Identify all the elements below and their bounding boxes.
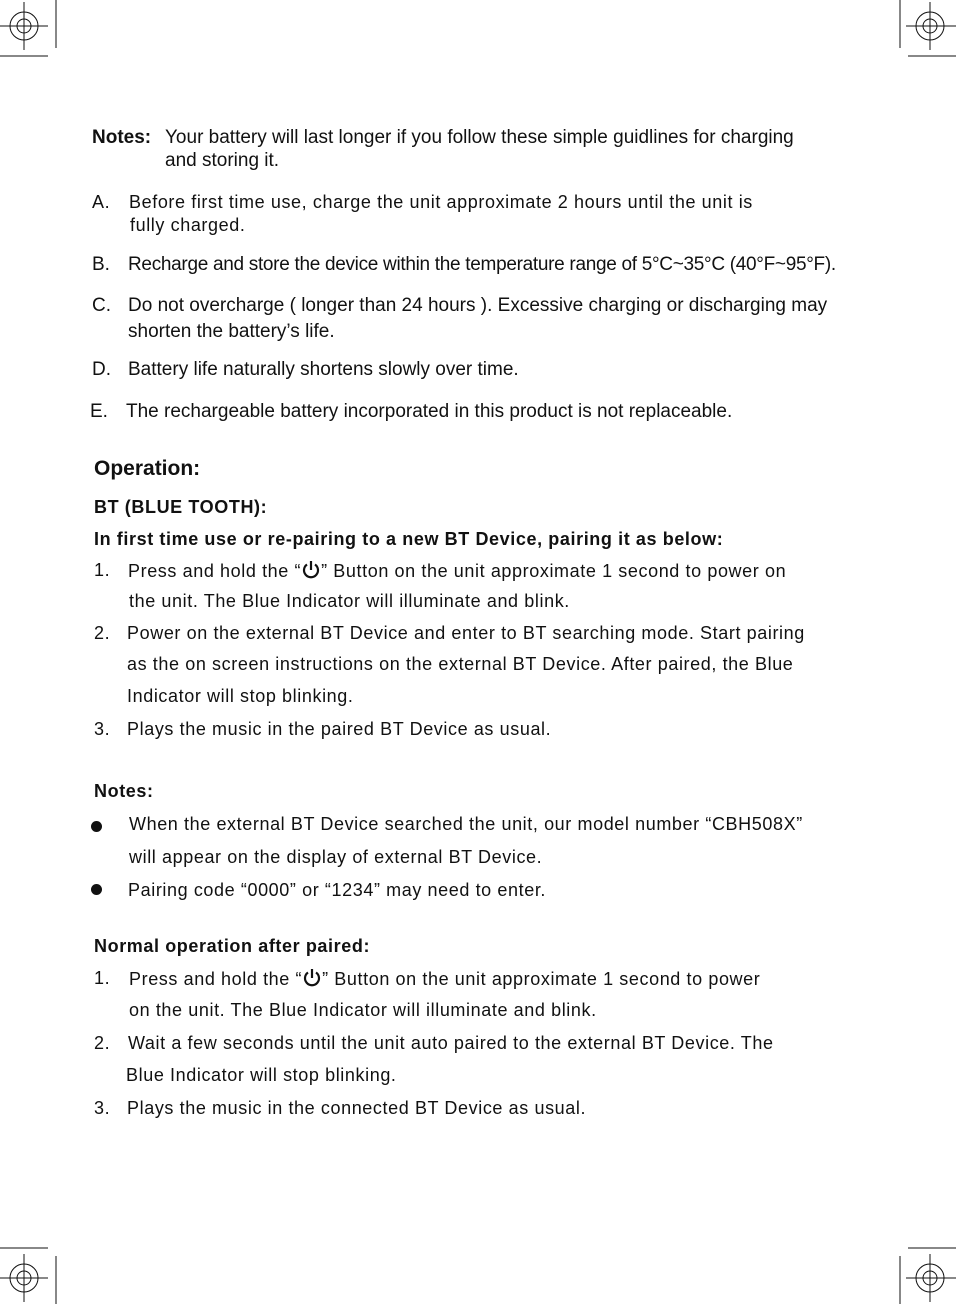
pairing-heading: In first time use or re-pairing to a new BT Device, pairing it as below: [94,529,724,549]
normal-step-text: on the unit. The Blue Indicator will illuminate and blink. [129,1000,597,1020]
step-number: 3. [94,719,111,739]
registration-mark-icon [886,0,956,60]
battery-item-text: Recharge and store the device within the temperature range of 5°C~35°C (40°F~95°F). [128,254,836,275]
notes-intro-line: and storing it. [165,150,280,171]
normal-step-text: Plays the music in the connected BT Device as usual. [127,1098,587,1118]
pairing-step-text: Press and hold the “ ” Button on the unit approximate 1 second to power on [128,561,787,581]
operation-heading: Operation: [94,457,201,480]
battery-item-text: The rechargeable battery incorporated in this product is not replaceable. [126,401,733,422]
battery-item-text: shorten the battery’s life. [128,321,335,342]
step-number: 3. [94,1098,111,1118]
pairing-step-text: Plays the music in the paired BT Device as usual. [127,719,552,739]
registration-mark-icon [886,1244,956,1304]
normal-operation-heading: Normal operation after paired: [94,936,371,956]
battery-item-text: Battery life naturally shortens slowly over time. [128,359,519,380]
normal-step-text: Press and hold the “ ” Button on the unit approximate 1 second to power [129,969,761,989]
step-number: 1. [94,968,111,988]
step-number: 2. [94,623,111,643]
battery-item-letter: B. [92,254,110,275]
battery-item-text: fully charged. [130,215,246,235]
normal-step-text: Blue Indicator will stop blinking. [126,1065,397,1085]
bt-note-text: Pairing code “0000” or “1234” may need to enter. [128,880,547,900]
battery-item-letter: C. [92,295,111,316]
notes-intro-line: Your battery will last longer if you follow these simple guidlines for charging [165,127,794,148]
battery-item-text: Do not overcharge ( longer than 24 hours ). Excessive charging or discharging may [128,295,828,316]
power-icon [301,560,321,580]
pairing-step-text: the unit. The Blue Indicator will illuminate and blink. [129,591,570,611]
pairing-step-text: Indicator will stop blinking. [127,686,354,706]
battery-item-letter: E. [90,401,108,422]
bt-notes-heading: Notes: [94,781,154,801]
registration-mark-icon [0,0,70,60]
battery-item-letter: A. [92,192,111,212]
bt-note-text: will appear on the display of external BT Device. [129,847,543,867]
bullet-icon [91,821,102,832]
bt-note-text: When the external BT Device searched the unit, our model number “CBH508X” [129,814,803,834]
step-number: 2. [94,1033,111,1053]
bullet-icon [91,884,102,895]
battery-item-text: Before first time use, charge the unit approximate 2 hours until the unit is [129,192,753,212]
battery-item-letter: D. [92,359,111,380]
pairing-step-text: as the on screen instructions on the external BT Device. After paired, the Blue [127,654,794,674]
normal-step-text: Wait a few seconds until the unit auto paired to the external BT Device. The [128,1033,774,1053]
registration-mark-icon [0,1244,70,1304]
pairing-step-text: Power on the external BT Device and enter to BT searching mode. Start pairing [127,623,805,643]
power-icon [302,968,322,988]
notes-label: Notes: [92,127,152,148]
step-number: 1. [94,560,111,580]
bt-heading: BT (BLUE TOOTH): [94,497,268,517]
